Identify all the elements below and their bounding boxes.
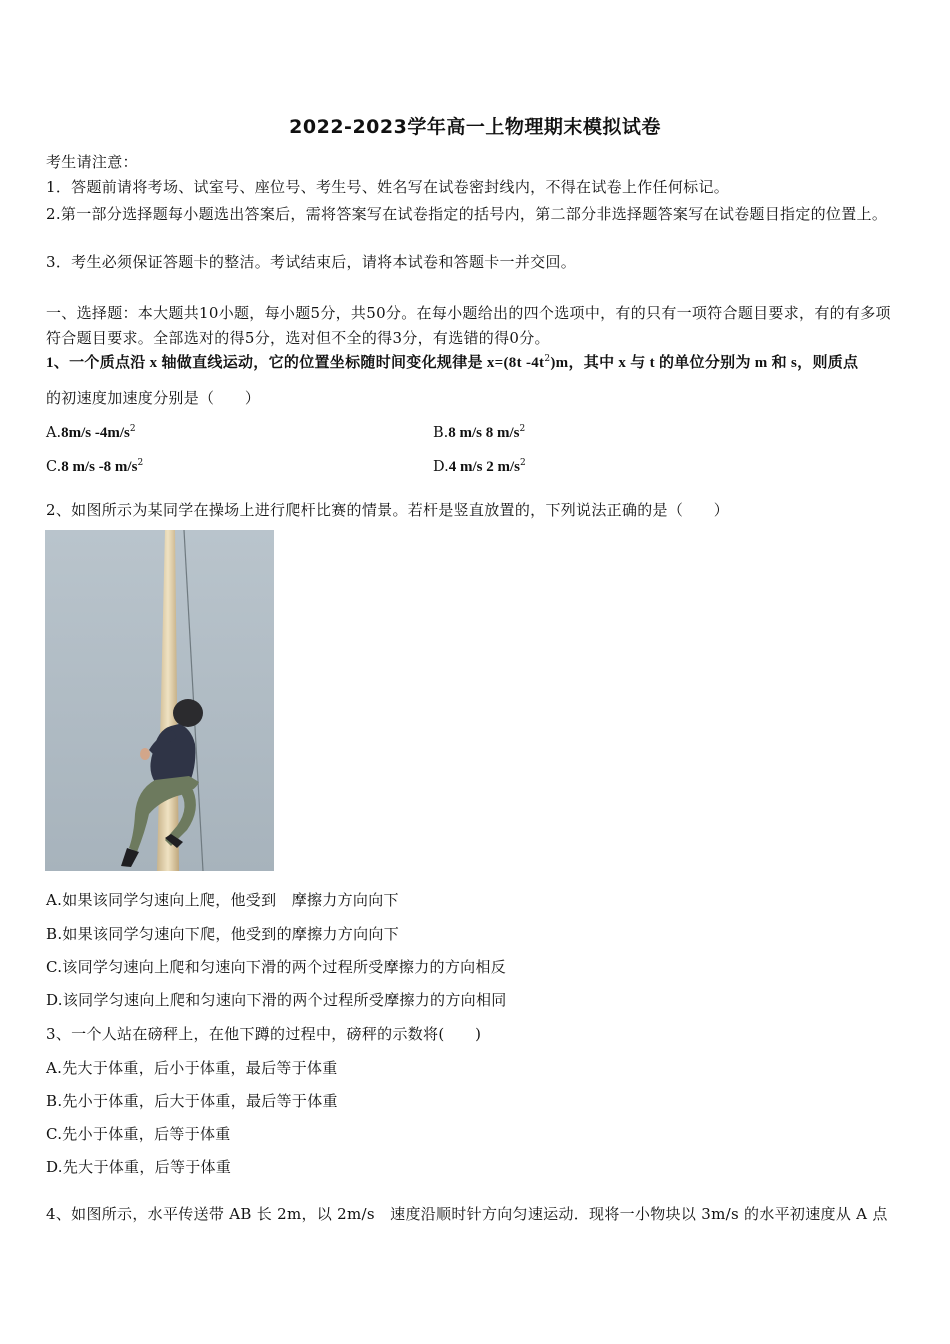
q3-stem: 3、一个人站在磅秤上，在他下蹲的过程中，磅秤的示数将( ) — [46, 1025, 482, 1043]
page-title: 2022-2023学年高一上物理期末模拟试卷 — [289, 116, 661, 138]
notice-heading: 考生请注意： — [46, 153, 138, 171]
q2-option-b[interactable]: B.如果该同学匀速向下爬，他受到的摩擦力方向向下 — [46, 925, 399, 943]
pole-climbing-photo — [45, 530, 274, 871]
q1-option-a[interactable]: A.8m/s $-4m/s^2$ — [46, 424, 136, 441]
q1-option-b[interactable]: B.8 m/s 8 $m/s^2$ — [433, 424, 526, 441]
q2-option-d[interactable]: D.该同学匀速向上爬和匀速向下滑的两个过程所受摩擦力的方向相同 — [46, 991, 507, 1009]
q3-option-b[interactable]: B.先小于体重，后大于体重，最后等于体重 — [46, 1092, 338, 1110]
notice-item-1: 1．答题前请将考场、试室号、座位号、考生号、姓名写在试卷密封线内，不得在试卷上作任何标记。 — [46, 178, 730, 196]
q3-option-c[interactable]: C.先小于体重，后等于体重 — [46, 1125, 231, 1143]
section-intro: 一、选择题：本大题共10小题，每小题5分，共50分。在每小题给出的四个选项中，有的只有一项符合题目要求，有的有多项符合题目要求。全部选对的得5分，选对但不全的得3分，有选错的得0分。 — [46, 304, 891, 347]
q4-stem: 4、如图所示，水平传送带 AB 长 2m，以 2m/s 速度沿顺时针方向匀速运动．现将一小物块以 3m/s 的水平初速度从 A 点 — [46, 1205, 888, 1223]
notice-item-2: 2.第一部分选择题每小题选出答案后，需将答案写在试卷指定的括号内，第二部分非选择题答案写在试卷题目指定的位置上。 — [46, 205, 888, 223]
q1-stem-cont: 的初速度加速度分别是（ ） — [46, 389, 261, 407]
q2-stem: 2、如图所示为某同学在操场上进行爬杆比赛的情景。若杆是竖直放置的，下列说法正确的是（ ） — [46, 501, 730, 519]
q1-stem: 1、一个质点沿 x 轴做直线运动，它的位置坐标随时间变化规律是 x=(8t $-4t^2)m$，其中 x 与 t 的单位分别为 m 和 s，则质点 — [46, 354, 859, 371]
q1-option-d[interactable]: D.4 m/s 2 $m/s^2$ — [433, 458, 526, 475]
q2-option-c[interactable]: C.该同学匀速向上爬和匀速向下滑的两个过程所受摩擦力的方向相反 — [46, 958, 507, 976]
q3-option-d[interactable]: D.先大于体重，后等于体重 — [46, 1158, 232, 1176]
q1-option-c[interactable]: C.8 m/s -8 $m/s^2$ — [46, 458, 144, 475]
q2-option-a[interactable]: A.如果该同学匀速向上爬，他受到 摩擦力方向向下 — [46, 891, 399, 909]
notice-item-3: 3．考生必须保证答题卡的整洁。考试结束后，请将本试卷和答题卡一并交回。 — [46, 253, 577, 271]
q3-option-a[interactable]: A.先大于体重，后小于体重，最后等于体重 — [46, 1059, 338, 1077]
